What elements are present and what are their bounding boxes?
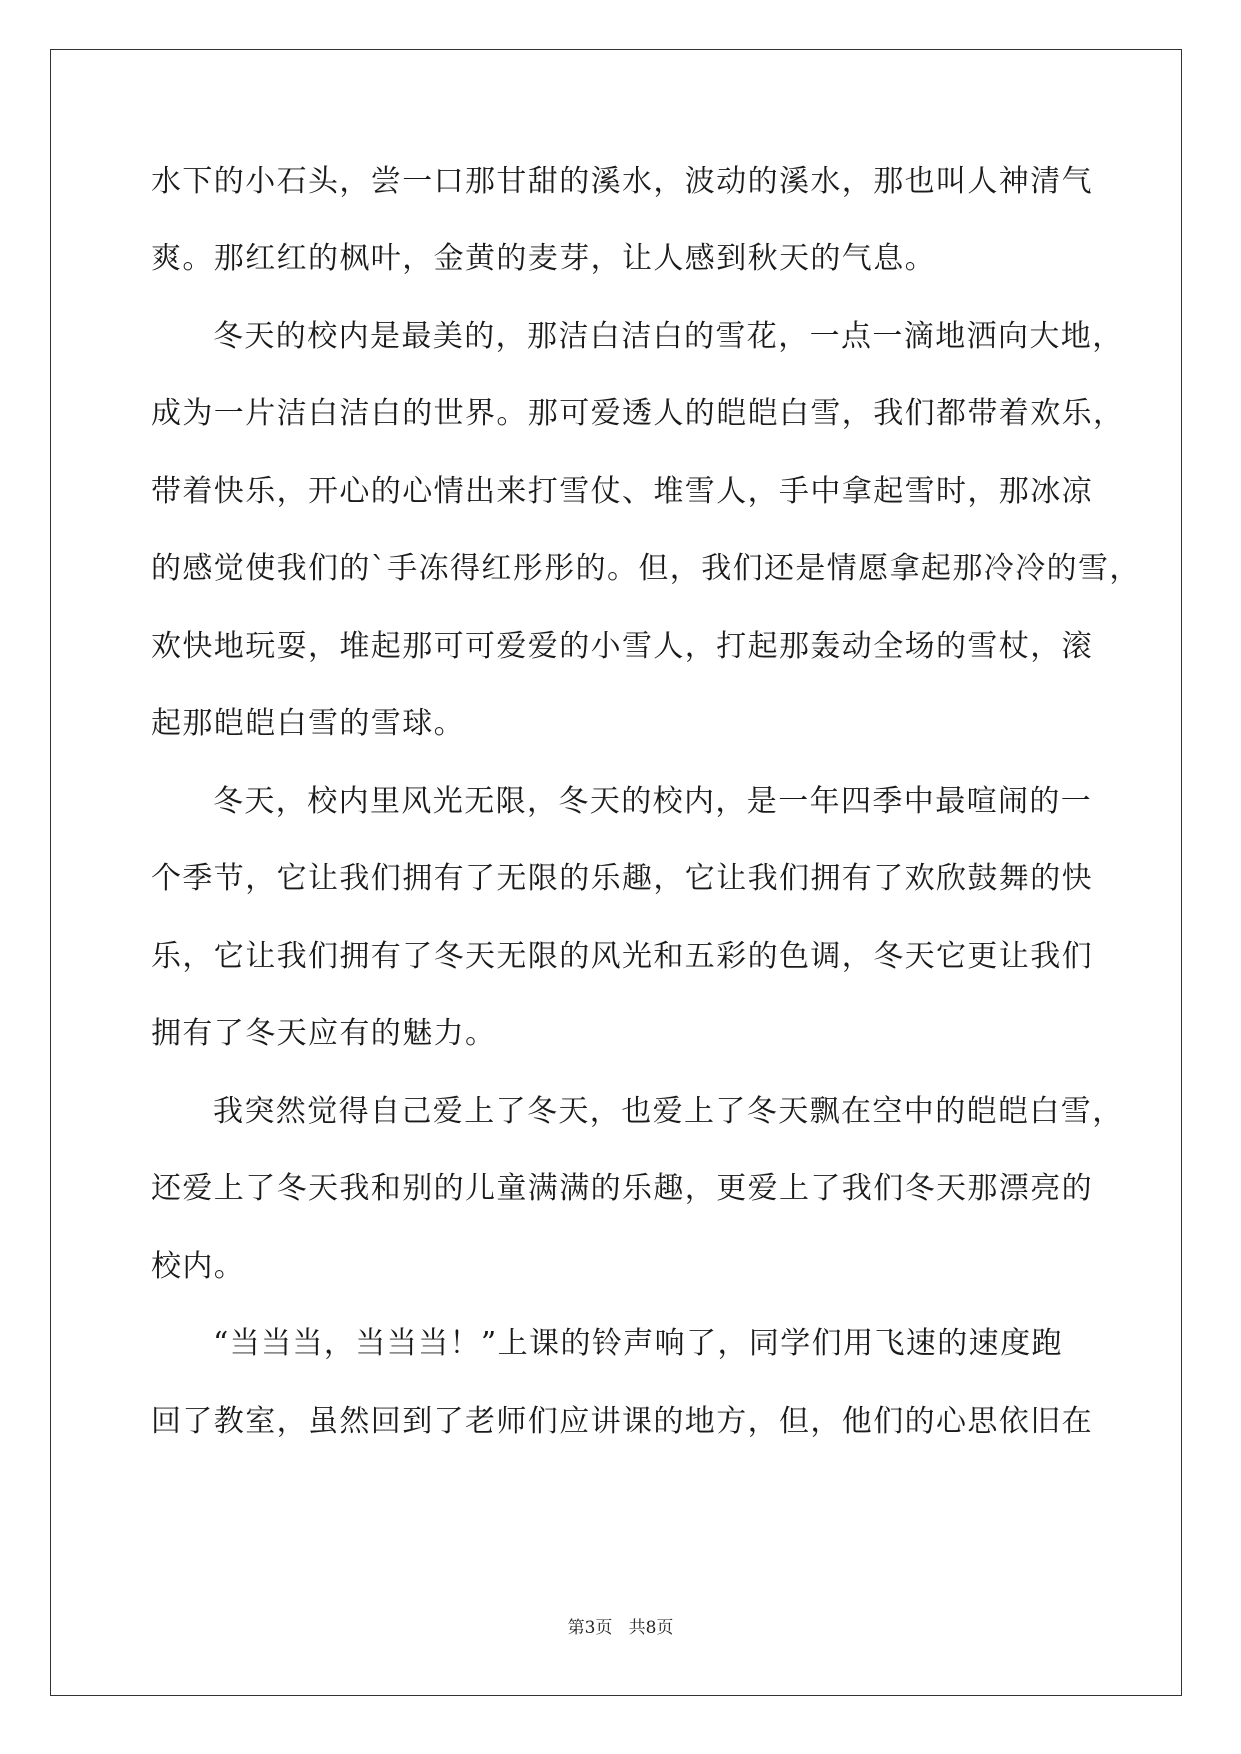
text-line: 个季节，它让我们拥有了无限的乐趣，它让我们拥有了欢欣鼓舞的快 bbox=[151, 861, 1093, 896]
text-line: 带着快乐，开心的心情出来打雪仗、堆雪人，手中拿起雪时，那冰凉 bbox=[151, 474, 1093, 509]
text-line: 校内。 bbox=[151, 1249, 246, 1284]
text-line: 水下的小石头，尝一口那甘甜的溪水，波动的溪水，那也叫人神清气 bbox=[151, 164, 1093, 199]
text-line: 起那皑皑白雪的雪球。 bbox=[151, 706, 465, 741]
text-line: 爽。那红红的枫叶，金黄的麦芽，让人感到秋天的气息。 bbox=[151, 241, 936, 276]
paragraph-first-line: 我突然觉得自己爱上了冬天，也爱上了冬天飘在空中的皑皑白雪， bbox=[213, 1094, 1124, 1129]
paragraph-first-line: 冬天的校内是最美的，那洁白洁白的雪花，一点一滴地洒向大地， bbox=[213, 319, 1124, 354]
paragraph-first-line: 冬天，校内里风光无限，冬天的校内，是一年四季中最喧闹的一 bbox=[213, 784, 1093, 819]
page-number-footer: 第3页 共8页 bbox=[567, 1618, 674, 1638]
text-line: 的感觉使我们的`手冻得红彤彤的。但，我们还是情愿拿起那冷冷的雪， bbox=[151, 551, 1141, 586]
text-line: 拥有了冬天应有的魅力。 bbox=[151, 1016, 497, 1051]
text-line: 还爱上了冬天我和别的儿童满满的乐趣，更爱上了我们冬天那漂亮的 bbox=[151, 1171, 1093, 1206]
text-line: 欢快地玩耍，堆起那可可爱爱的小雪人，打起那轰动全场的雪杖，滚 bbox=[151, 629, 1093, 664]
text-line: 乐，它让我们拥有了冬天无限的风光和五彩的色调，冬天它更让我们 bbox=[151, 939, 1093, 974]
text-line: 成为一片洁白洁白的世界。那可爱透人的皑皑白雪，我们都带着欢乐， bbox=[151, 396, 1125, 431]
text-line: 回了教室，虽然回到了老师们应讲课的地方，但，他们的心思依旧在 bbox=[151, 1404, 1093, 1439]
paragraph-first-line: “当当当，当当当！”上课的铃声响了，同学们用飞速的速度跑 bbox=[213, 1326, 1063, 1361]
